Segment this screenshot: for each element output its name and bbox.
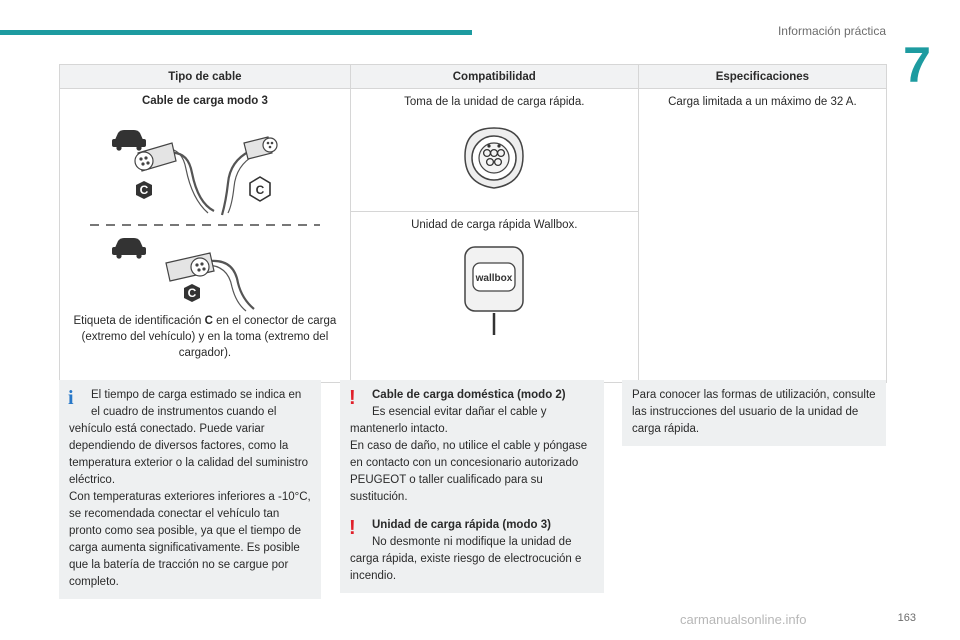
info-box (59, 380, 321, 599)
table-header-row (60, 65, 887, 89)
fast-charge-socket-icon (457, 120, 531, 196)
warning-text-first: Es esencial evitar dañar el cable y (372, 406, 547, 418)
label-c-text: C (255, 183, 265, 197)
cable-title: Cable de carga modo 3 (141, 95, 268, 107)
cable-type-cell (60, 89, 351, 383)
note-box (622, 380, 886, 446)
warning-text-rest: mantenerlo intacto. (350, 423, 448, 435)
warning-icon: ! (349, 387, 356, 409)
page-number: 163 (897, 612, 916, 624)
header-accent-bar (0, 30, 472, 35)
wallbox-unit-icon (459, 245, 529, 339)
info-icon: i (68, 387, 74, 409)
wallbox-logo: wallbox (475, 273, 513, 284)
compat-wallbox (351, 218, 638, 382)
header-cable-type: Tipo de cable (60, 65, 351, 89)
label-c-text: C (139, 183, 149, 197)
warning-box-mode3 (340, 510, 604, 593)
header-compatibility: Compatibilidad (350, 65, 638, 89)
warning-title: Unidad de carga rápida (modo 3) (372, 519, 551, 531)
note-text: Para conocer las formas de utilización, consulte las instrucciones del usuario de la unidad de carga rápida. (632, 389, 876, 435)
warning-text-rest: carga rápida, existe riesgo de electrocución e incendio. (350, 553, 582, 582)
info-text-second: Con temperaturas exteriores inferiores a -10°C, se recomendada conectar el vehículo tan pronto como sea posible, ya que el tiempo de carga aumenta significativamente. Es posible que la batería de tracción no se cargue por completo. (69, 491, 311, 588)
cable-spec-table (59, 64, 887, 383)
vehicle-connector-icon (166, 253, 214, 281)
label-c-text: C (187, 286, 197, 300)
compat-fast-socket (351, 95, 638, 212)
car-icon (112, 130, 146, 151)
watermark: carmanualsonline.info (680, 612, 807, 627)
info-text-rest: vehículo está conectado. Puede variar dependiendo de diversos factores, como la temperatura exterior o la calidad del suministro eléctrico. (69, 423, 309, 486)
mode3-cable-illustration (80, 113, 330, 313)
compat-wallbox-text: Unidad de carga rápida Wallbox. (411, 219, 578, 231)
car-icon (112, 238, 146, 259)
specifications-cell (638, 89, 886, 383)
info-text-first: El tiempo de carga estimado se indica en el cuadro de instrumentos cuando el (91, 389, 302, 418)
warning-text-first: No desmonte ni modifique la unidad de (372, 536, 572, 548)
compatibility-cell (350, 89, 638, 383)
label-c-vehicle-side (136, 181, 152, 199)
label-c-vehicle-side (184, 284, 200, 302)
warning-icon: ! (349, 517, 356, 539)
chapter-number: 7 (903, 37, 931, 93)
warning-box-mode2 (340, 380, 604, 514)
spec-text: Carga limitada a un máximo de 32 A. (668, 96, 857, 108)
table-row (60, 89, 887, 383)
section-title: Información práctica (777, 24, 886, 38)
warning-title: Cable de carga doméstica (modo 2) (372, 389, 566, 401)
charger-connector-icon (244, 137, 277, 159)
label-c-charger-side (250, 177, 270, 201)
header-specifications: Especificaciones (638, 65, 886, 89)
compat-fast-socket-text: Toma de la unidad de carga rápida. (404, 96, 585, 108)
warning-text-second: En caso de daño, no utilice el cable y póngase en contacto con un concesionario autorizado PEUGEOT o taller cualificado para su sustitución. (350, 440, 588, 503)
cable-caption: Etiqueta de identificación C en el conector de carga (extremo del vehículo) y en la toma (extremo del cargador). (73, 315, 337, 359)
